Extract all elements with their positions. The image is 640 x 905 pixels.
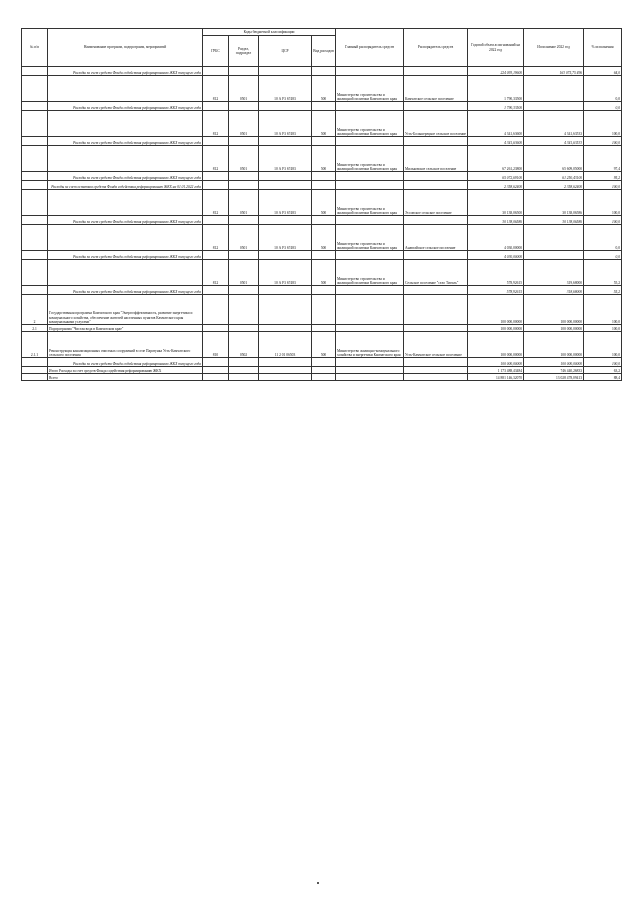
recipient-cell: Камчатское сельское поселение	[404, 76, 468, 102]
empty-cell	[336, 286, 404, 295]
program-row	[22, 374, 622, 381]
row-number-cell	[22, 358, 48, 367]
subtotal-row	[22, 67, 622, 76]
empty-cell	[404, 325, 468, 332]
row-number-cell	[22, 76, 48, 102]
empty-cell	[203, 102, 229, 111]
empty-cell	[259, 172, 312, 181]
razdel-cell: 0501	[229, 260, 259, 286]
grbs-cell: 812	[203, 111, 229, 137]
vr-cell: 500	[312, 146, 336, 172]
fact-amount-cell: 746 440,26833	[524, 367, 584, 374]
empty-cell	[312, 172, 336, 181]
percent-cell: 100,0	[584, 358, 622, 367]
fact-amount-cell: 61 250,43100	[524, 172, 584, 181]
fact-amount-cell: 318,68000	[524, 286, 584, 295]
item-name-cell	[48, 76, 203, 102]
fact-amount-cell: 100 000,00000	[524, 295, 584, 325]
cstr-cell: 10 А F3 67483	[259, 146, 312, 172]
razdel-cell: 0501	[229, 111, 259, 137]
plan-amount-cell: 100 000,00000	[468, 295, 524, 325]
col-admin-header: Главный распорядитель средств	[336, 29, 404, 67]
percent-cell: 0,0	[584, 76, 622, 102]
table-row	[22, 76, 622, 102]
row-number-cell	[22, 146, 48, 172]
empty-cell	[229, 251, 259, 260]
program-name-cell: Подпрограмма "Чистая вода в Камчатском крае"	[48, 325, 203, 332]
grbs-cell: 812	[203, 76, 229, 102]
vr-cell: 500	[312, 332, 336, 358]
row-number-cell: 2.1.1	[22, 332, 48, 358]
empty-cell	[312, 374, 336, 381]
empty-cell	[312, 325, 336, 332]
item-name-cell	[48, 146, 203, 172]
percent-cell: 0,0	[584, 251, 622, 260]
empty-cell	[229, 325, 259, 332]
recipient-cell: Усть-Большерецкое сельское поселение	[404, 111, 468, 137]
percent-cell: 55,2	[584, 260, 622, 286]
percent-cell: 100,0	[584, 325, 622, 332]
plan-amount-cell: 100 000,00000	[468, 332, 524, 358]
empty-cell	[203, 67, 229, 76]
plan-amount-cell: 1 790,33500	[468, 76, 524, 102]
percent-cell: 95,2	[584, 172, 622, 181]
admin-cell: Министерство строительства и жилищной политики Камчатского края	[336, 76, 404, 102]
percent-cell: 100,0	[584, 332, 622, 358]
percent-cell: 100,0	[584, 190, 622, 216]
percent-cell: 100,0	[584, 181, 622, 190]
empty-cell	[259, 137, 312, 146]
cstr-cell: 10 А F3 67483	[259, 190, 312, 216]
empty-cell	[203, 286, 229, 295]
empty-cell	[336, 181, 404, 190]
percent-cell: 88,4	[584, 374, 622, 381]
empty-cell	[336, 172, 404, 181]
recipient-cell: Сельское поселение "село Тигиль"	[404, 260, 468, 286]
fact-amount-cell: 4 341,63533	[524, 111, 584, 137]
empty-cell	[404, 295, 468, 325]
fact-amount-cell	[524, 225, 584, 251]
empty-cell	[336, 358, 404, 367]
table-body	[22, 67, 622, 381]
empty-cell	[203, 358, 229, 367]
col-plan-header: Годовой объем ассигнований на 2022 год	[468, 29, 524, 67]
item-name-cell	[48, 111, 203, 137]
plan-amount-cell: 100 000,00000	[468, 325, 524, 332]
subtotal-row	[22, 102, 622, 111]
empty-cell	[336, 216, 404, 225]
empty-cell	[336, 374, 404, 381]
empty-cell	[229, 374, 259, 381]
recipient-cell: Анавгайское сельское поселение	[404, 225, 468, 251]
empty-cell	[404, 286, 468, 295]
subtotal-label-cell: Расходы за счет средств Фонда содействия реформированию ЖКХ текущего года	[48, 216, 203, 225]
empty-cell	[312, 181, 336, 190]
percent-cell: 100,0	[584, 216, 622, 225]
empty-cell	[312, 358, 336, 367]
fact-amount-cell: 163 075,75 496	[524, 67, 584, 76]
admin-cell: Министерство строительства и жилищной политики Камчатского края	[336, 225, 404, 251]
fact-amount-cell: 13 028 478,09413	[524, 374, 584, 381]
empty-cell	[404, 102, 468, 111]
empty-cell	[404, 172, 468, 181]
subtotal-label-cell: Расходы за счет средств Фонда содействия реформированию ЖКХ текущего года	[48, 358, 203, 367]
empty-cell	[259, 102, 312, 111]
program-name-cell: Государственная программа Камчатского края "Энергоэффективность, развитие энергетики и коммунального хозяйства, обеспечение жителей населенных пунктов Камчатского края коммунальными услугами"	[48, 295, 203, 325]
item-name-cell	[48, 190, 203, 216]
grbs-cell: 812	[203, 146, 229, 172]
subtotal-row	[22, 358, 622, 367]
empty-cell	[203, 137, 229, 146]
empty-cell	[336, 367, 404, 374]
fact-amount-cell	[524, 251, 584, 260]
col-vr-header: Вид расходов	[312, 36, 336, 67]
plan-amount-cell: 578,92615	[468, 286, 524, 295]
empty-cell	[229, 358, 259, 367]
empty-cell	[203, 181, 229, 190]
program-name-cell: Итого Расходы за счет средств Фонда содействия реформированию ЖКХ	[48, 367, 203, 374]
empty-cell	[259, 367, 312, 374]
subtotal-label-cell: Расходы за счет остатков средств Фонда содействия реформированию ЖКХ на 01.01.2022 года	[48, 181, 203, 190]
subtotal-row	[22, 216, 622, 225]
fact-amount-cell: 30 138,06586	[524, 216, 584, 225]
razdel-cell: 0502	[229, 332, 259, 358]
percent-cell: 0,0	[584, 225, 622, 251]
fact-amount-cell: 100 000,00000	[524, 358, 584, 367]
plan-amount-cell: 4 030,00000	[468, 225, 524, 251]
admin-cell: Министерство строительства и жилищной политики Камчатского края	[336, 260, 404, 286]
empty-cell	[404, 181, 468, 190]
grbs-cell: 812	[203, 190, 229, 216]
fact-amount-cell: 100 000,00000	[524, 325, 584, 332]
empty-cell	[203, 251, 229, 260]
empty-cell	[404, 137, 468, 146]
cstr-cell: 11 2 01 06503	[259, 332, 312, 358]
row-number-cell: 2.1	[22, 325, 48, 332]
budget-codes-header: Коды бюджетной классификации	[203, 29, 336, 36]
subtotal-label-cell: Расходы за счет средств Фонда содействия реформированию ЖКХ текущего года	[48, 172, 203, 181]
program-name-cell: Всего	[48, 374, 203, 381]
empty-cell	[312, 286, 336, 295]
subtotal-row	[22, 137, 622, 146]
empty-cell	[312, 216, 336, 225]
empty-cell	[336, 295, 404, 325]
table-row	[22, 190, 622, 216]
fact-amount-cell: 319,68000	[524, 260, 584, 286]
program-row	[22, 295, 622, 325]
recipient-cell: Усть-Камчатское сельское поселение	[404, 332, 468, 358]
empty-cell	[312, 137, 336, 146]
empty-cell	[312, 251, 336, 260]
plan-amount-cell: 4 341,63600	[468, 111, 524, 137]
empty-cell	[203, 295, 229, 325]
empty-cell	[312, 295, 336, 325]
admin-cell: Министерство строительства и жилищной политики Камчатского края	[336, 190, 404, 216]
table-row	[22, 332, 622, 358]
table-row	[22, 111, 622, 137]
empty-cell	[203, 374, 229, 381]
empty-cell	[229, 286, 259, 295]
admin-cell: Министерство жилищно-коммунального хозяйства и энергетики Камчатского края	[336, 332, 404, 358]
fact-amount-cell: 65 609,05000	[524, 146, 584, 172]
plan-amount-cell: 30 138,06586	[468, 216, 524, 225]
subtotal-label-cell: Расходы за счет средств Фонда содействия реформированию ЖКХ текущего года	[48, 251, 203, 260]
empty-cell	[229, 367, 259, 374]
subtotal-label-cell: Расходы за счет средств Фонда содействия реформированию ЖКХ текущего года	[48, 67, 203, 76]
col-recipient-header: Распорядитель средств	[404, 29, 468, 67]
fact-amount-cell	[524, 76, 584, 102]
empty-cell	[229, 216, 259, 225]
empty-cell	[336, 137, 404, 146]
subtotal-label-cell: Расходы за счет средств Фонда содействия реформированию ЖКХ текущего года	[48, 102, 203, 111]
budget-table	[21, 28, 622, 381]
empty-cell	[404, 367, 468, 374]
vr-cell: 500	[312, 190, 336, 216]
fact-amount-cell	[524, 102, 584, 111]
item-name-cell	[48, 260, 203, 286]
cstr-cell: 10 А F3 67483	[259, 111, 312, 137]
recipient-cell: Мильковское сельское поселение	[404, 146, 468, 172]
percent-cell: 55,2	[584, 286, 622, 295]
row-number-cell: 2	[22, 295, 48, 325]
fact-amount-cell: 2 358,62400	[524, 181, 584, 190]
razdel-cell: 0501	[229, 190, 259, 216]
empty-cell	[229, 172, 259, 181]
empty-cell	[336, 67, 404, 76]
percent-cell: 97,4	[584, 146, 622, 172]
grbs-cell: 810	[203, 332, 229, 358]
grbs-cell: 812	[203, 260, 229, 286]
empty-cell	[312, 102, 336, 111]
empty-cell	[259, 251, 312, 260]
plan-amount-cell: 578,92615	[468, 260, 524, 286]
empty-cell	[203, 367, 229, 374]
row-number-cell	[22, 367, 48, 374]
percent-cell: 100,0	[584, 137, 622, 146]
empty-cell	[312, 367, 336, 374]
col-razdel-header: Раздел, подраздел	[229, 36, 259, 67]
row-number-cell	[22, 102, 48, 111]
plan-amount-cell: 1 790,33500	[468, 102, 524, 111]
empty-cell	[203, 172, 229, 181]
col-fact-header: Исполнение 2022 год	[524, 29, 584, 67]
subtotal-row	[22, 181, 622, 190]
percent-cell: 100,0	[584, 295, 622, 325]
empty-cell	[259, 67, 312, 76]
col-name-header: Наименование программ, подпрограмм, мероприятий	[48, 29, 203, 67]
row-number-cell	[22, 190, 48, 216]
grbs-cell: 812	[203, 225, 229, 251]
empty-cell	[229, 67, 259, 76]
percent-cell: 64,0	[584, 67, 622, 76]
cstr-cell: 10 А F3 67483	[259, 225, 312, 251]
razdel-cell: 0501	[229, 225, 259, 251]
percent-cell: 100,0	[584, 111, 622, 137]
cstr-cell: 10 А F3 67483	[259, 260, 312, 286]
empty-cell	[203, 325, 229, 332]
row-number-cell	[22, 286, 48, 295]
empty-cell	[259, 325, 312, 332]
empty-cell	[336, 102, 404, 111]
vr-cell: 500	[312, 76, 336, 102]
recipient-cell: Эссовское сельское поселение	[404, 190, 468, 216]
empty-cell	[229, 137, 259, 146]
row-number-cell	[22, 181, 48, 190]
empty-cell	[404, 216, 468, 225]
empty-cell	[259, 374, 312, 381]
plan-amount-cell: 30 138,06500	[468, 190, 524, 216]
row-number-cell	[22, 251, 48, 260]
program-row	[22, 367, 622, 374]
empty-cell	[404, 67, 468, 76]
subtotal-row	[22, 251, 622, 260]
admin-cell: Министерство строительства и жилищной политики Камчатского края	[336, 111, 404, 137]
razdel-cell: 0501	[229, 146, 259, 172]
page-marker	[317, 882, 319, 884]
subtotal-row	[22, 286, 622, 295]
empty-cell	[336, 325, 404, 332]
fact-amount-cell: 100 000,00000	[524, 332, 584, 358]
percent-cell: 63,2	[584, 367, 622, 374]
plan-amount-cell: 100 000,00000	[468, 358, 524, 367]
item-name-cell	[48, 225, 203, 251]
vr-cell: 500	[312, 225, 336, 251]
empty-cell	[259, 286, 312, 295]
table-row	[22, 225, 622, 251]
empty-cell	[259, 358, 312, 367]
cstr-cell: 10 А F3 67483	[259, 76, 312, 102]
empty-cell	[404, 374, 468, 381]
subtotal-label-cell: Расходы за счет средств Фонда содействия реформированию ЖКХ текущего года	[48, 137, 203, 146]
vr-cell: 500	[312, 260, 336, 286]
razdel-cell: 0501	[229, 76, 259, 102]
program-row	[22, 325, 622, 332]
empty-cell	[259, 216, 312, 225]
col-cstr-header: ЦСР	[259, 36, 312, 67]
row-number-cell	[22, 111, 48, 137]
plan-amount-cell: 4 341,63600	[468, 137, 524, 146]
plan-amount-cell: 14 881 146,32070	[468, 374, 524, 381]
plan-amount-cell: 2 358,62400	[468, 181, 524, 190]
item-name-cell: Реконструкция канализационных очистных сооружений в селе Паратунка Усть-Камчатского сельского поселения	[48, 332, 203, 358]
empty-cell	[336, 251, 404, 260]
col-pct-header: % исполнения	[584, 29, 622, 67]
empty-cell	[404, 358, 468, 367]
empty-cell	[203, 216, 229, 225]
empty-cell	[229, 295, 259, 325]
empty-cell	[404, 251, 468, 260]
row-number-cell	[22, 67, 48, 76]
row-number-cell	[22, 260, 48, 286]
plan-amount-cell: 65 072,69100	[468, 172, 524, 181]
plan-amount-cell: 67 261,23800	[468, 146, 524, 172]
percent-cell: 0,0	[584, 102, 622, 111]
empty-cell	[229, 181, 259, 190]
table-row	[22, 260, 622, 286]
subtotal-row	[22, 172, 622, 181]
plan-amount-cell: 4 030,00000	[468, 251, 524, 260]
plan-amount-cell: 1 173 488,43484	[468, 367, 524, 374]
fact-amount-cell: 30 138,06586	[524, 190, 584, 216]
empty-cell	[259, 295, 312, 325]
row-number-cell	[22, 374, 48, 381]
subtotal-label-cell: Расходы за счет средств Фонда содействия реформированию ЖКХ текущего года	[48, 286, 203, 295]
row-number-cell	[22, 216, 48, 225]
fact-amount-cell: 4 341,63533	[524, 137, 584, 146]
empty-cell	[229, 102, 259, 111]
table-row	[22, 146, 622, 172]
row-number-cell	[22, 137, 48, 146]
vr-cell: 500	[312, 111, 336, 137]
plan-amount-cell: 224 093,19600	[468, 67, 524, 76]
col-grbs-header: ГРБС	[203, 36, 229, 67]
empty-cell	[259, 181, 312, 190]
empty-cell	[312, 67, 336, 76]
admin-cell: Министерство строительства и жилищной политики Камчатского края	[336, 146, 404, 172]
row-number-cell	[22, 225, 48, 251]
col-no-header: № п/п	[22, 29, 48, 67]
row-number-cell	[22, 172, 48, 181]
